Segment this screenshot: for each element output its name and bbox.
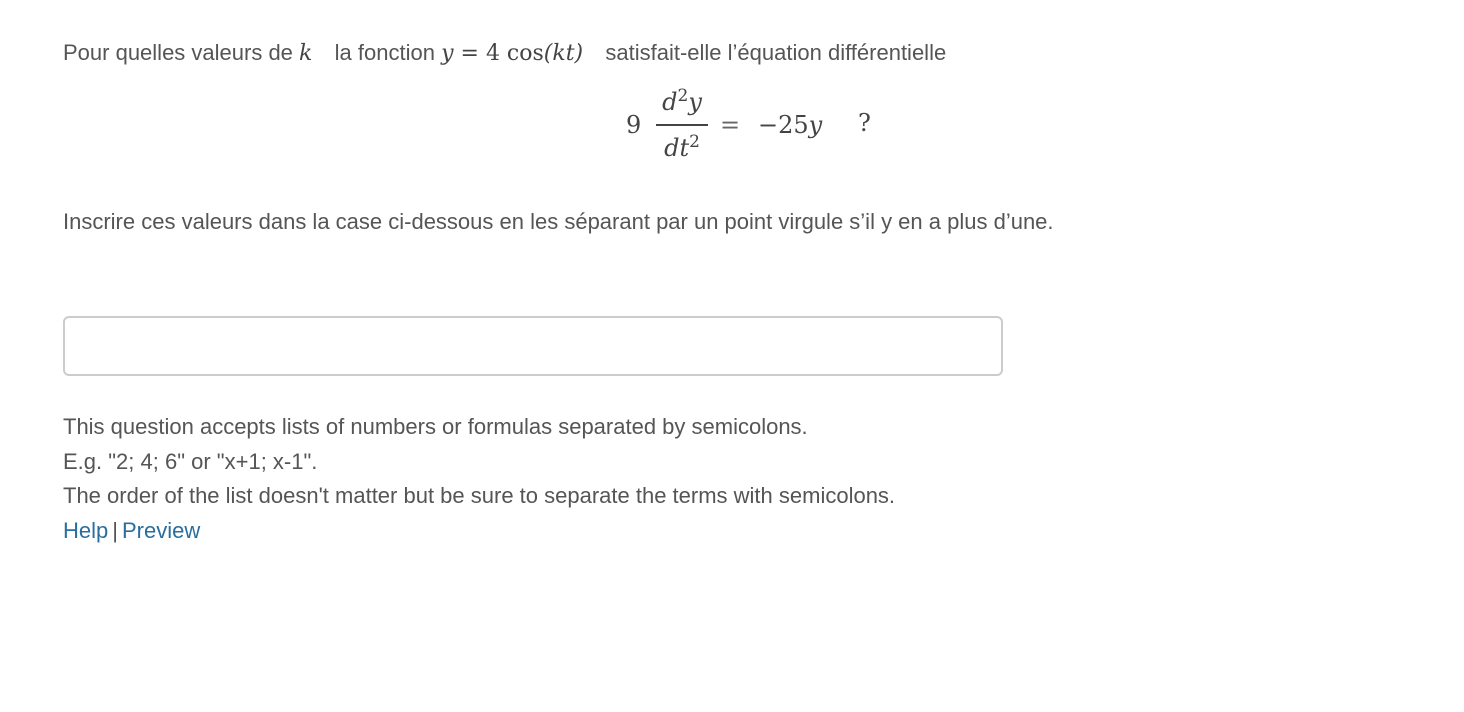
question-suffix: satisfait-elle l’équation différentielle	[605, 40, 947, 65]
answer-input[interactable]	[63, 316, 1003, 376]
equation-denominator: $dt^2$	[664, 132, 700, 162]
question-text	[63, 36, 946, 71]
equation-coefficient: 9	[626, 111, 642, 139]
help-link[interactable]: Help	[63, 517, 109, 543]
preview-link[interactable]: Preview	[121, 517, 201, 543]
math-function: y = 4 cos(kt)	[441, 41, 584, 66]
equation-rhs: −25y	[758, 111, 823, 139]
hint-line-2: E.g. "2; 4; 6" or "x+1; x-1".	[63, 448, 318, 474]
help-links	[63, 514, 895, 549]
equation-numerator: $d^2y$	[662, 86, 702, 116]
equation-equals: =	[720, 111, 741, 139]
question-prefix: Pour quelles valeurs de	[63, 40, 293, 65]
instruction-text: Inscrire ces valeurs dans la case ci-dessous en les séparant par un point virgule s’il y en a plus d’une.	[63, 209, 1054, 234]
math-k: k	[299, 41, 313, 66]
links-separator: |	[112, 517, 118, 543]
hint-line-3: The order of the list doesn't matter but be sure to separate the terms with semicolons.	[63, 483, 896, 508]
answer-hint	[63, 410, 895, 548]
fraction-bar	[656, 124, 708, 126]
equation-question-mark: ?	[858, 109, 871, 137]
question-function-text: la fonction	[334, 40, 435, 65]
hint-line-1: This question accepts lists of numbers or formulas separated by semicolons.	[63, 414, 808, 439]
